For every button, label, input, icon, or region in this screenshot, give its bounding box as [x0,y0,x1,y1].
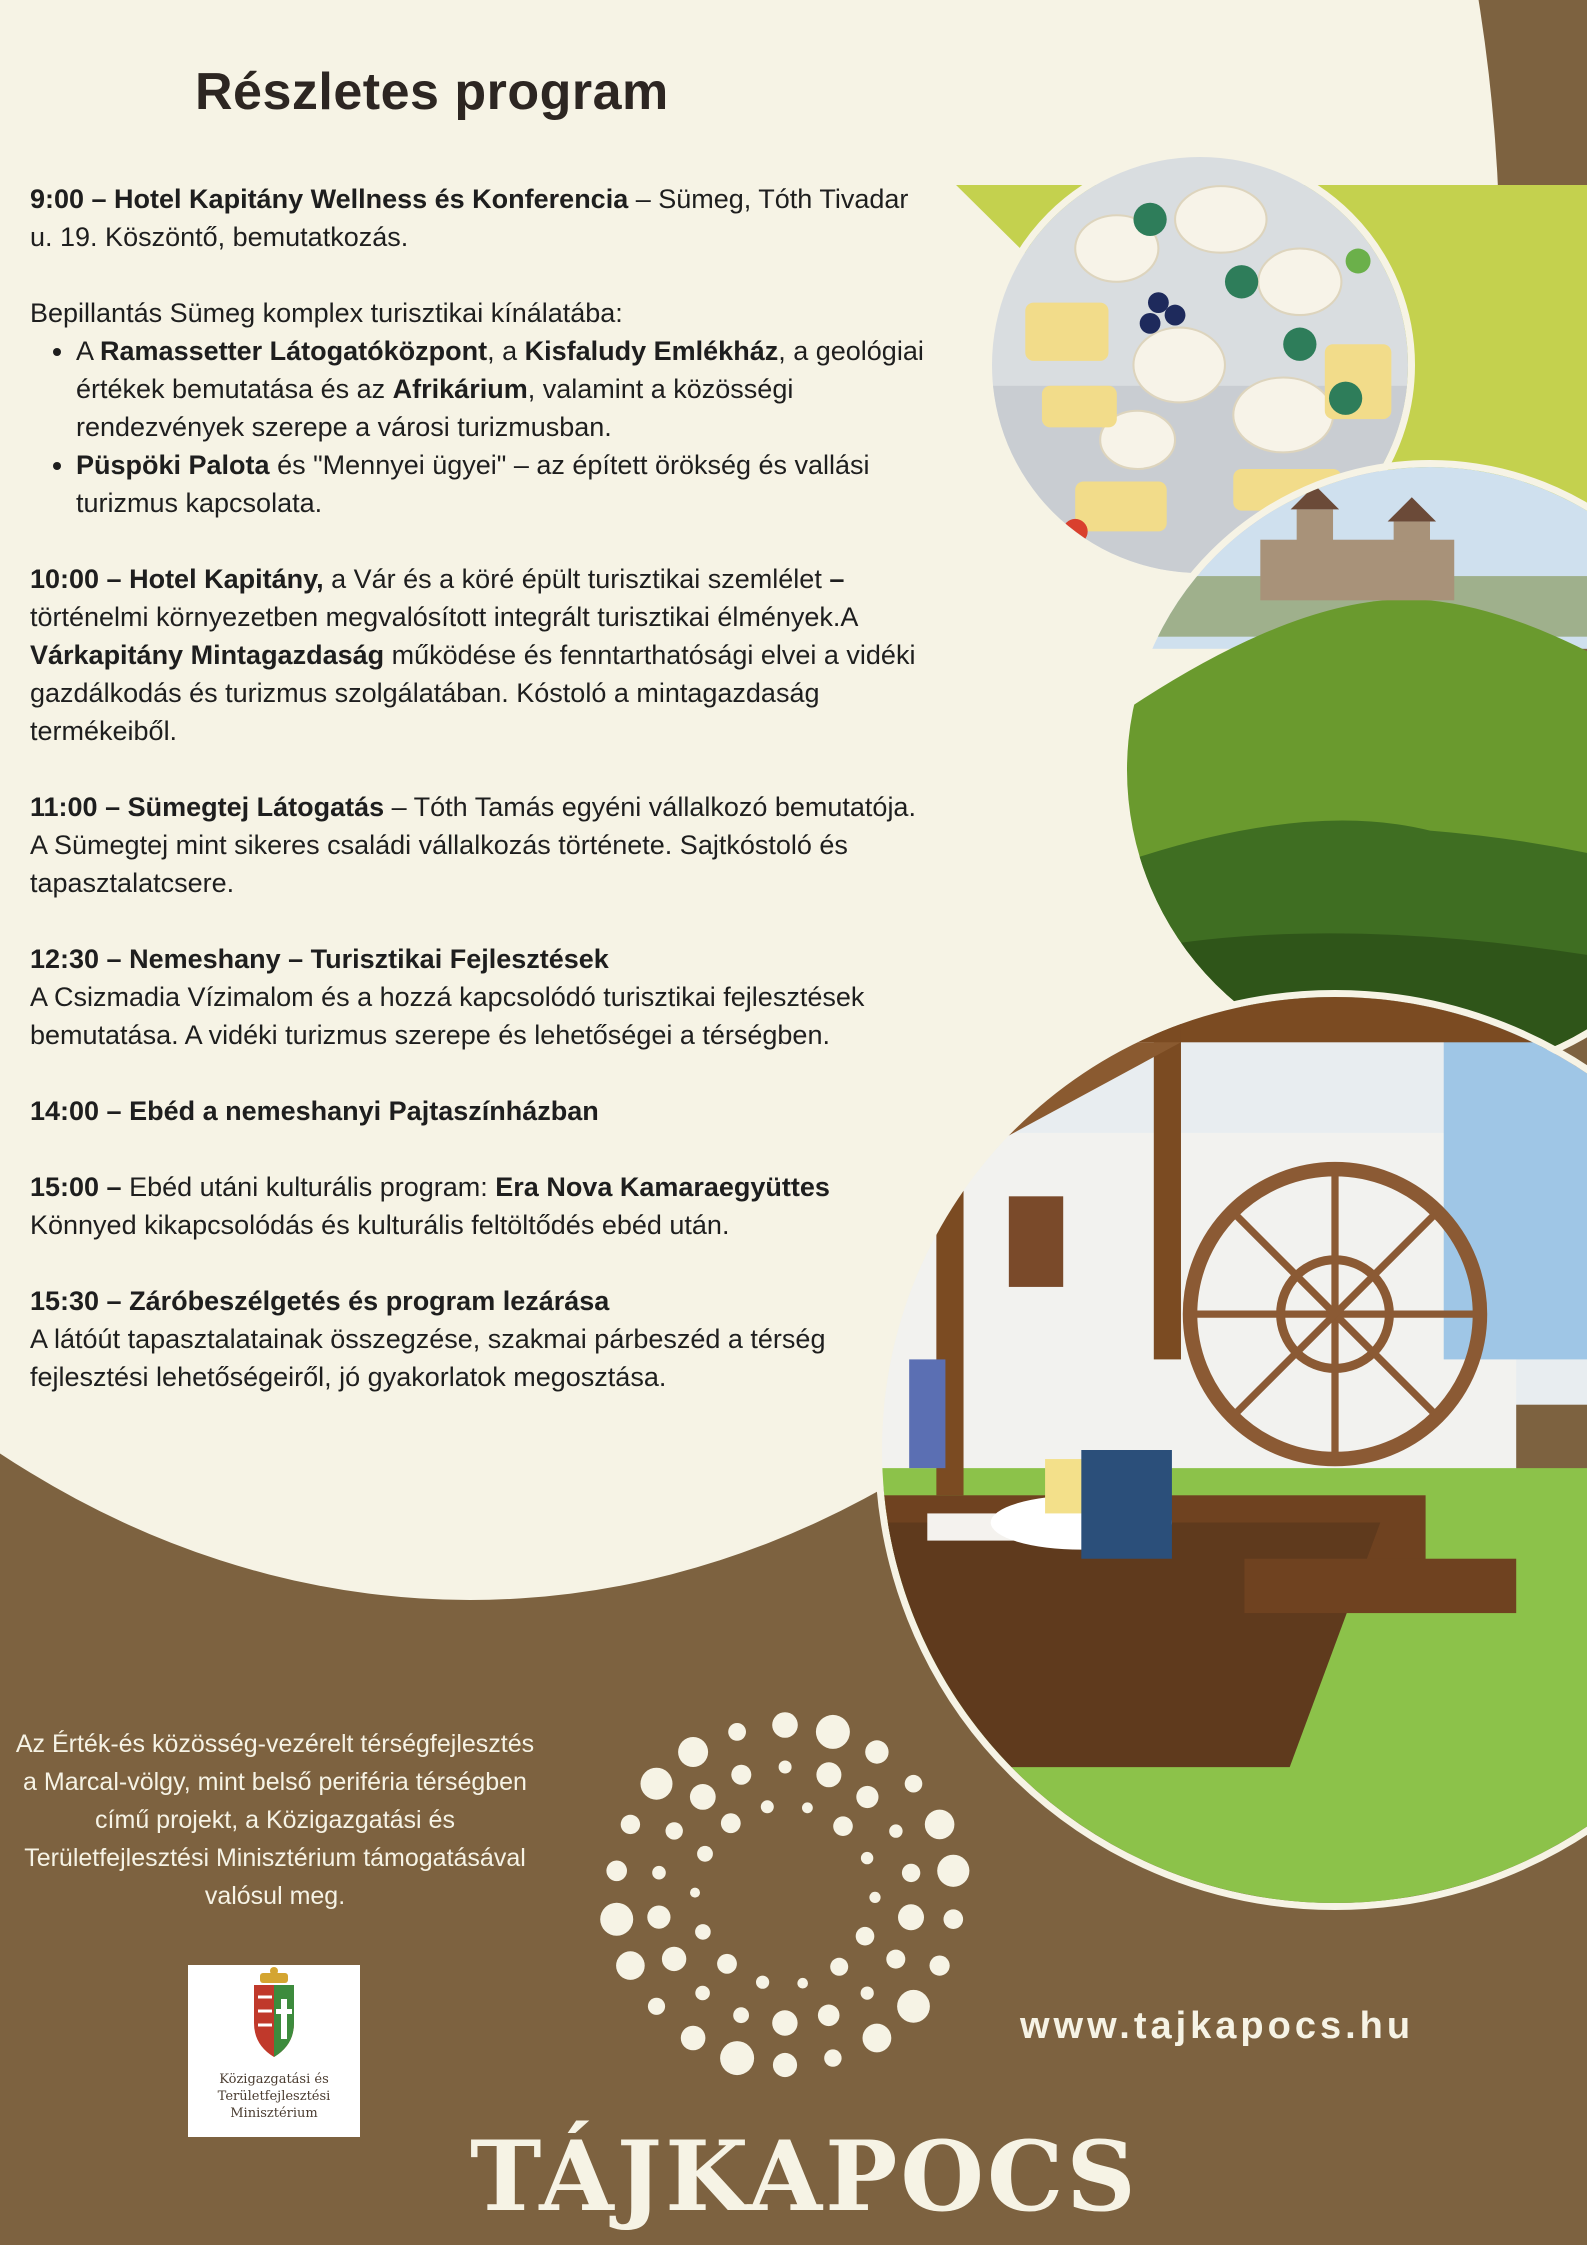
logo-dot [721,1813,741,1833]
logo-dot [889,1824,902,1837]
program-item-1530: 15:30 – Záróbeszélgetés és program lezárása A látóút tapasztalatainak összegzése, szakmai párbeszéd a térség fejlesztési lehetőségeiről, jó gyakorlatok megosztása. [30,1286,826,1392]
logo-dot [690,1784,716,1810]
program-item-1230: 12:30 – Nemeshany – Turisztikai Fejlesztések A Csizmadia Vízimalom és a hozzá kapcsolódó turisztikai fejlesztések bemutatása. A vidéki turizmus szerepe és lehetőségei a térségben. [30,944,865,1050]
logo-dot [833,1816,853,1836]
logo-dot [728,1723,746,1741]
program-item-1500: 15:00 – Ebéd utáni kulturális program: Era Nova Kamaraegyüttes Könnyed kikapcsolódás és kulturális feltöltődés ebéd után. [30,1172,830,1240]
logo-dot [816,1715,850,1749]
logo-dot [641,1768,673,1800]
logo-dot [925,1810,955,1840]
program-schedule [30,180,930,1434]
logo-dot [756,1976,769,1989]
tajkapocs-dots-logo [595,1705,975,2085]
logo-dot [621,1815,640,1834]
program-time: 9:00 – Hotel Kapitány Wellness és Konferencia [30,184,629,214]
logo-dot [695,1924,711,1940]
logo-dot [802,1802,813,1813]
logo-dot [863,2024,892,2053]
logo-dot [717,1954,737,1974]
program-time: 10:00 – Hotel Kapitány, [30,564,324,594]
coat-of-arms-icon [188,1965,360,2071]
page-title: Részletes program [195,63,669,121]
logo-dot [652,1866,666,1880]
logo-dot [662,1947,686,1971]
logo-dot [816,1762,841,1787]
program-time: 15:00 – [30,1172,122,1202]
logo-dot [606,1861,627,1882]
program-item-1000: 10:00 – Hotel Kapitány, a Vár és a köré épült turisztikai szemlélet – történelmi környezetben megvalósított integrált turisztikai élmények.A Várkapitány Mintagazdaság működése és fenntarthatósági elvei a vidéki gazdálkodás és turizmus szolgálatában. Kóstoló a mintagazdaság termékeiből. [30,564,916,746]
logo-dot [647,1906,670,1929]
logo-dot [697,1846,713,1862]
logo-dot [869,1892,880,1903]
logo-dot [898,1904,924,1930]
ministry-label: Közigazgatási és Területfejlesztési Minisztérium [217,2072,331,2121]
logo-dot [690,1888,700,1898]
logo-dot [733,2007,749,2023]
logo-dot [818,2005,840,2027]
logo-dot [830,1958,848,1976]
logo-dot [616,1951,645,1980]
website-url[interactable]: www.tajkapocs.hu [1020,2005,1415,2047]
program-item-1100: 11:00 – Sümegtej Látogatás – Tóth Tamás egyéni vállalkozó bemutatója. A Sümegtej mint sikeres családi vállalkozás története. Sajtkóstoló és tapasztalatcsere. [30,792,916,898]
program-time: 11:00 – Sümegtej Látogatás [30,792,385,822]
logo-dot [678,1737,708,1767]
logo-dot [772,2010,797,2035]
program-time: 15:30 – Záróbeszélgetés és program lezárása [30,1286,610,1316]
project-funding-note: Az Érték-és közösség-vezérelt térségfejlesztés a Marcal-völgy, mint belső periféria térségben című projekt, a Közigazgatási és Területfejlesztési Minisztérium támogatásával valósul meg. [15,1730,535,1910]
logo-dot [720,2041,754,2075]
program-text: – Sümeg, Tóth Tivadar u. 19. Köszöntő, bemutatkozás. [30,184,909,252]
list-item: • A Ramassetter Látogatóközpont, a Kisfaludy Emlékház, a geológiai értékek bemutatása és az Afrikárium, valamint a közösségi rendezvények szerepe a városi turizmusban. [76,332,930,446]
list-item: • Püspöki Palota és "Mennyei ügyei" – az épített örökség és vallási turizmus kapcsolata. [76,446,930,522]
logo-dot [600,1903,633,1936]
logo-dot [944,1909,964,1929]
logo-dot [648,1998,665,2015]
program-bullet-list [30,332,930,522]
logo-dot [905,1775,923,1793]
logo-dot [731,1765,751,1785]
program-intro: Bepillantás Sümeg komplex turisztikai kínálatába: [30,298,623,328]
ministry-logo [188,1965,360,2137]
logo-dot [861,1852,873,1864]
logo-dot [902,1864,920,1882]
logo-dot [772,1712,798,1738]
logo-dot [695,1986,710,2001]
program-time: 14:00 – Ebéd a nemeshanyi Pajtaszínházban [30,1096,599,1126]
logo-dot [886,1950,905,1969]
program-item-1400 [30,1092,930,1130]
logo-dot [824,2049,841,2066]
logo-dot [856,1927,875,1946]
logo-dot [897,1990,930,2023]
logo-dot [865,1740,888,1763]
logo-dot [761,1800,774,1813]
logo-dot [797,1978,808,1989]
logo-dot [779,1761,792,1774]
program-item-0900 [30,180,930,256]
program-time: 12:30 – Nemeshany – Turisztikai Fejlesztések [30,944,609,974]
logo-dot [937,1855,969,1887]
logo-dot [773,2053,797,2077]
logo-dot [666,1822,683,1839]
logo-dot [861,1987,874,2000]
brand-logotype: TÁJKAPOCS [470,2120,1139,2233]
logo-dot [930,1956,950,1976]
logo-dot [681,2026,706,2051]
logo-dot [856,1786,878,1808]
